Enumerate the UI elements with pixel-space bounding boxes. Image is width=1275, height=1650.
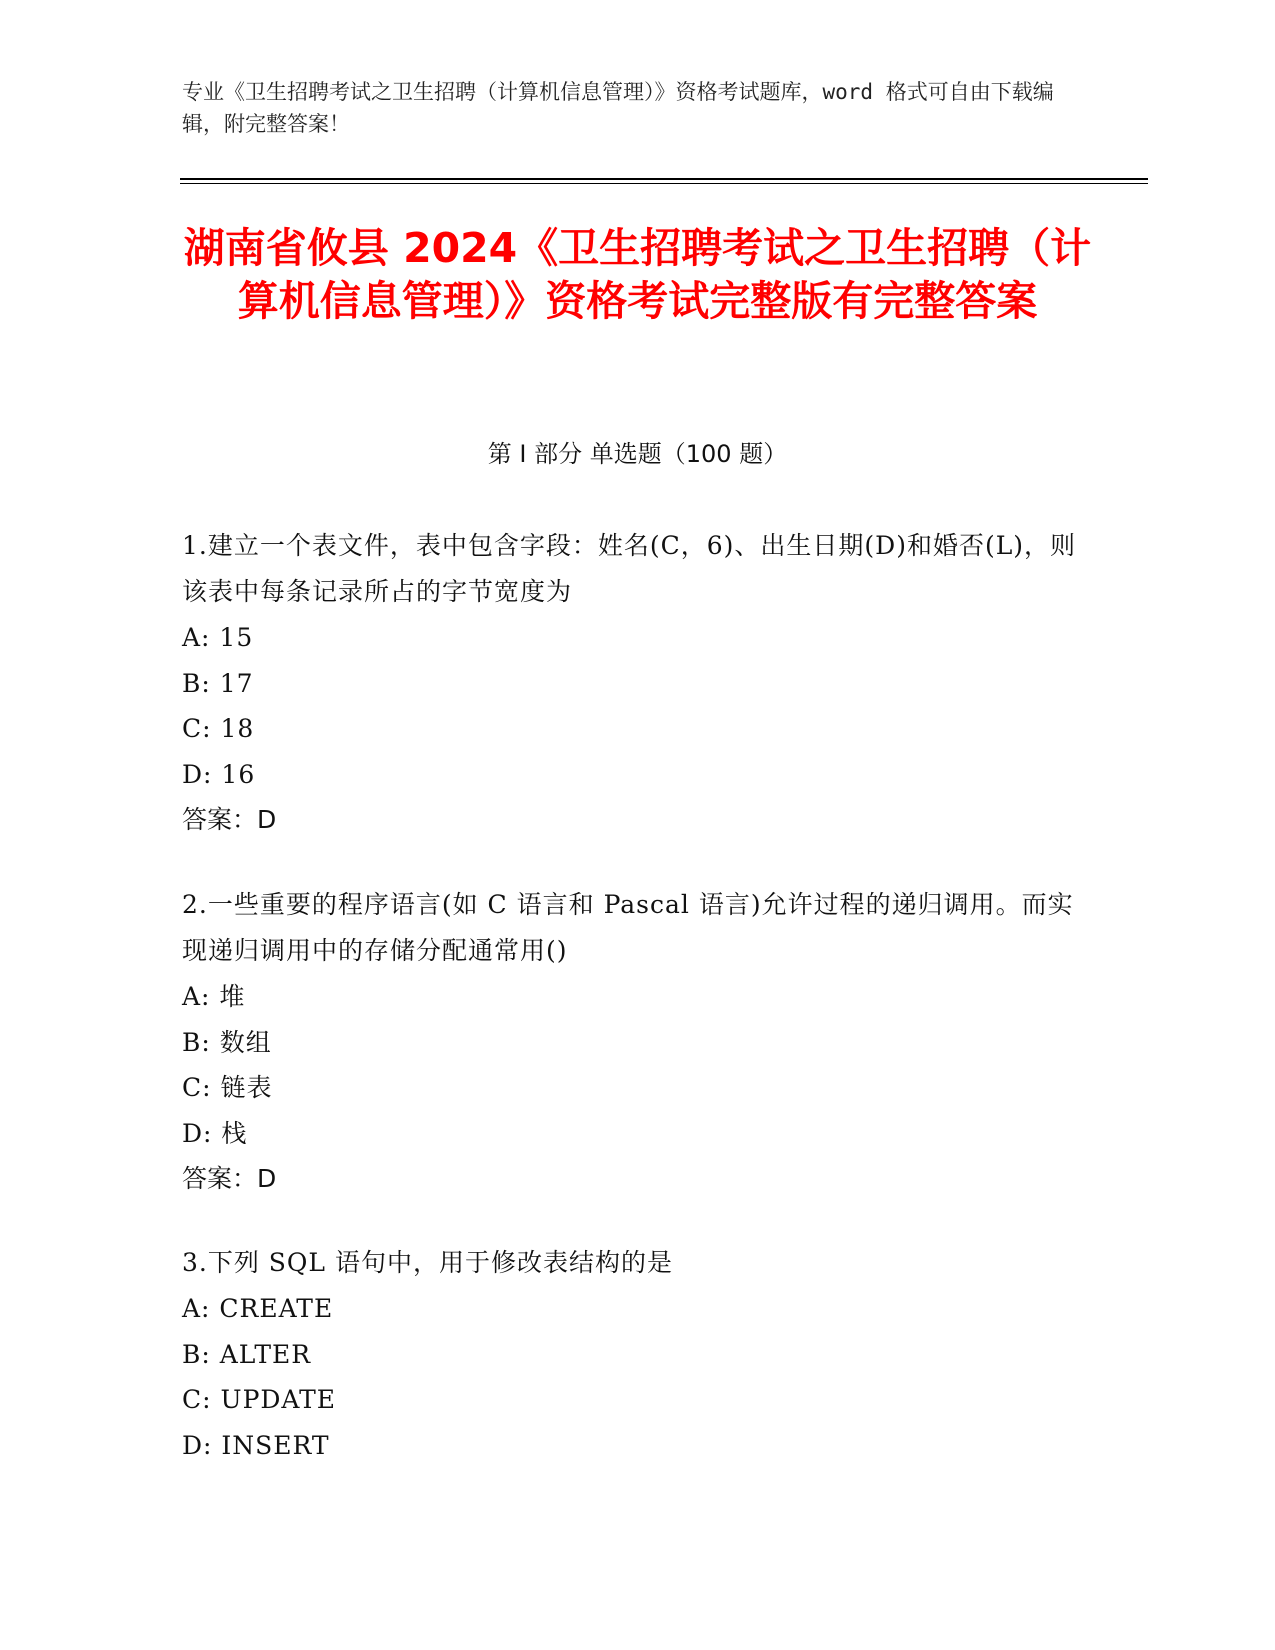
option-b: B: 数组	[182, 1027, 272, 1057]
option-d: D: 16	[182, 759, 256, 789]
section-heading: 第 I 部分 单选题（100 题）	[487, 440, 788, 468]
header-rule-thick	[180, 178, 1148, 180]
option-b: B: 17	[182, 668, 254, 698]
option-b: B: ALTER	[182, 1339, 312, 1369]
answer: 答案：D	[182, 805, 277, 834]
document-title: 湖南省攸县 2024《卫生招聘考试之卫生招聘（计算机信息管理）》资格考试完整版有完整答案	[183, 224, 1092, 325]
option-c: C: 链表	[182, 1073, 273, 1102]
question-text: 1.建立一个表文件，表中包含字段：姓名(C，6)、出生日期(D)和婚否(L)，则该表中每条记录所占的字节宽度为	[182, 531, 1077, 606]
question-1	[182, 523, 1082, 843]
option-d: D: 栈	[182, 1118, 248, 1148]
question-2	[182, 882, 1082, 1202]
answer: 答案：D	[182, 1164, 277, 1193]
question-3	[182, 1240, 1082, 1468]
option-a: A: 堆	[182, 982, 246, 1011]
question-text: 3.下列 SQL 语句中，用于修改表结构的是	[182, 1248, 673, 1277]
option-a: A: CREATE	[182, 1294, 334, 1323]
question-text: 2.一些重要的程序语言(如 C 语言和 Pascal 语言)允许过程的递归调用。而实现递归调用中的存储分配通常用()	[182, 890, 1074, 965]
option-a: A: 15	[182, 623, 254, 652]
option-c: C: 18	[182, 714, 255, 743]
header-note: 专业《卫生招聘考试之卫生招聘（计算机信息管理）》资格考试题库，word 格式可自由下载编辑，附完整答案！	[182, 80, 1054, 136]
option-c: C: UPDATE	[182, 1385, 337, 1414]
header-rule-thin	[180, 183, 1148, 184]
option-d: D: INSERT	[182, 1430, 330, 1460]
